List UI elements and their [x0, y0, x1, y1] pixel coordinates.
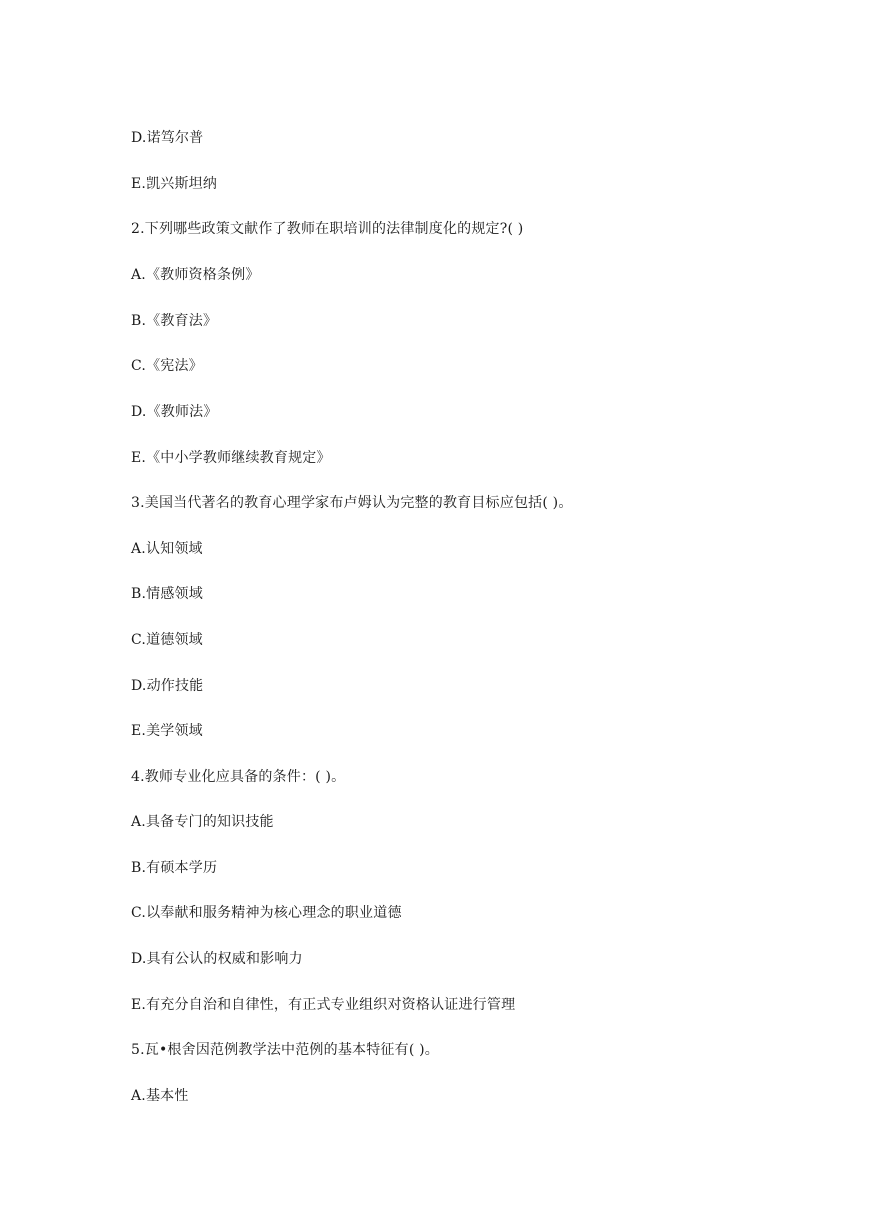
- q3-option-a: A.认知领域: [131, 541, 203, 557]
- q2-option-d: D.《教师法》: [131, 404, 218, 420]
- option-d-nordl: D.诺笃尔普: [131, 130, 204, 146]
- q4-option-c: C.以奉献和服务精神为核心理念的职业道德: [131, 905, 402, 921]
- q5-option-a: A.基本性: [131, 1088, 189, 1104]
- question-3: 3.美国当代著名的教育心理学家布卢姆认为完整的教育目标应包括( )。: [131, 495, 573, 511]
- q4-option-b: B.有硕本学历: [131, 860, 218, 876]
- q2-option-c: C.《宪法》: [131, 358, 203, 374]
- q3-option-d: D.动作技能: [131, 678, 204, 694]
- q4-option-e: E.有充分自治和自律性，有正式专业组织对资格认证进行管理: [131, 997, 516, 1013]
- q2-option-e: E.《中小学教师继续教育规定》: [131, 450, 331, 466]
- q3-option-b: B.情感领域: [131, 586, 203, 602]
- q3-option-e: E.美学领域: [131, 723, 203, 739]
- question-2: 2.下列哪些政策文献作了教师在职培训的法律制度化的规定?( ): [131, 221, 524, 237]
- question-5: 5.瓦•根舍因范例教学法中范例的基本特征有( )。: [131, 1042, 439, 1058]
- question-4: 4.教师专业化应具备的条件：( )。: [131, 769, 346, 785]
- q3-option-c: C.道德领域: [131, 632, 203, 648]
- q4-option-a: A.具备专门的知识技能: [131, 814, 274, 830]
- q2-option-b: B.《教育法》: [131, 313, 218, 329]
- option-e-kerschensteiner: E.凯兴斯坦纳: [131, 176, 218, 192]
- q2-option-a: A.《教师资格条例》: [131, 267, 260, 283]
- q4-option-d: D.具有公认的权威和影响力: [131, 951, 303, 967]
